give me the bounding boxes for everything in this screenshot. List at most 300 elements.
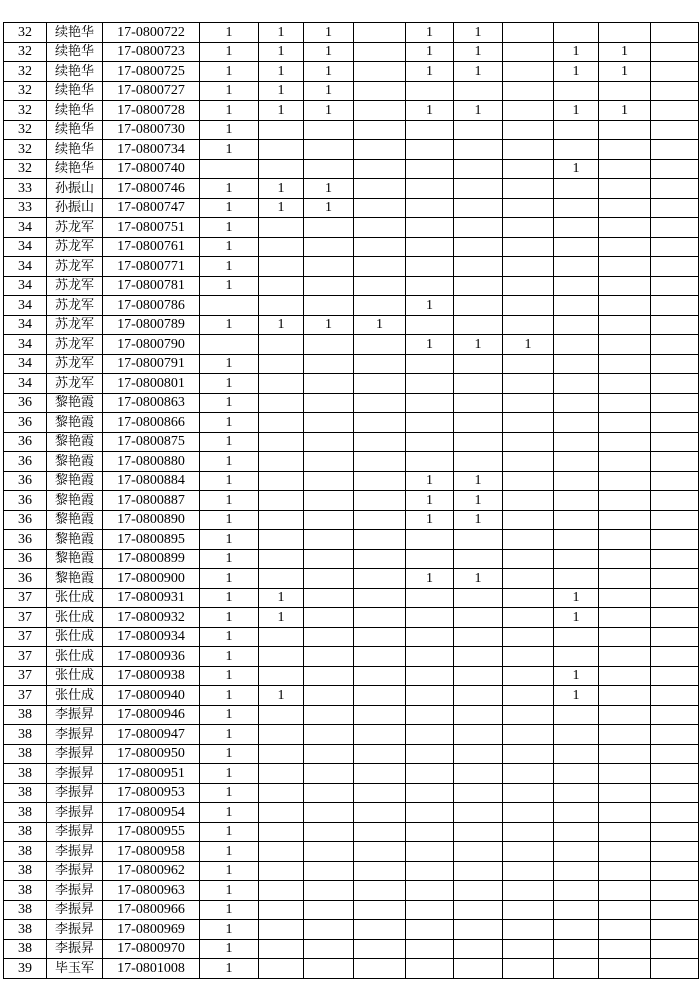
name-cell: 续艳华 bbox=[47, 101, 103, 121]
mark-cell-7 bbox=[503, 42, 554, 62]
mark-cell-6 bbox=[454, 764, 503, 784]
name-cell: 李振昇 bbox=[47, 900, 103, 920]
mark-cell-5 bbox=[406, 588, 454, 608]
mark-cell-9 bbox=[599, 237, 651, 257]
code-cell: 17-0800727 bbox=[103, 81, 200, 101]
group-id-cell: 38 bbox=[4, 764, 47, 784]
name-cell: 张仕成 bbox=[47, 608, 103, 628]
empty-cell bbox=[651, 452, 699, 472]
mark-cell-2 bbox=[259, 783, 304, 803]
mark-cell-2 bbox=[259, 257, 304, 277]
mark-cell-8 bbox=[554, 881, 599, 901]
mark-cell-1: 1 bbox=[200, 432, 259, 452]
mark-cell-9 bbox=[599, 198, 651, 218]
mark-cell-5 bbox=[406, 159, 454, 179]
group-id-cell: 34 bbox=[4, 218, 47, 238]
mark-cell-1: 1 bbox=[200, 179, 259, 199]
mark-cell-6: 1 bbox=[454, 471, 503, 491]
mark-cell-7 bbox=[503, 588, 554, 608]
code-cell: 17-0800938 bbox=[103, 666, 200, 686]
code-cell: 17-0800966 bbox=[103, 900, 200, 920]
mark-cell-9 bbox=[599, 744, 651, 764]
code-cell: 17-0800751 bbox=[103, 218, 200, 238]
empty-cell bbox=[651, 81, 699, 101]
code-cell: 17-0800875 bbox=[103, 432, 200, 452]
mark-cell-6: 1 bbox=[454, 491, 503, 511]
mark-cell-5: 1 bbox=[406, 296, 454, 316]
mark-cell-5: 1 bbox=[406, 569, 454, 589]
empty-cell bbox=[651, 588, 699, 608]
mark-cell-7 bbox=[503, 530, 554, 550]
mark-cell-1: 1 bbox=[200, 744, 259, 764]
group-id-cell: 36 bbox=[4, 530, 47, 550]
mark-cell-8 bbox=[554, 471, 599, 491]
mark-cell-4 bbox=[354, 783, 406, 803]
table-row bbox=[4, 335, 699, 355]
name-cell: 续艳华 bbox=[47, 62, 103, 82]
table-row bbox=[4, 627, 699, 647]
code-cell: 17-0800932 bbox=[103, 608, 200, 628]
mark-cell-8 bbox=[554, 744, 599, 764]
mark-cell-1: 1 bbox=[200, 939, 259, 959]
mark-cell-1: 1 bbox=[200, 257, 259, 277]
mark-cell-8: 1 bbox=[554, 608, 599, 628]
mark-cell-7 bbox=[503, 471, 554, 491]
mark-cell-5 bbox=[406, 179, 454, 199]
mark-cell-3 bbox=[304, 764, 354, 784]
mark-cell-3 bbox=[304, 822, 354, 842]
mark-cell-6: 1 bbox=[454, 510, 503, 530]
mark-cell-9 bbox=[599, 939, 651, 959]
name-cell: 李振昇 bbox=[47, 939, 103, 959]
mark-cell-7 bbox=[503, 627, 554, 647]
name-cell: 张仕成 bbox=[47, 686, 103, 706]
mark-cell-7 bbox=[503, 296, 554, 316]
mark-cell-8 bbox=[554, 354, 599, 374]
mark-cell-1: 1 bbox=[200, 393, 259, 413]
code-cell: 17-0800734 bbox=[103, 140, 200, 160]
name-cell: 苏龙军 bbox=[47, 237, 103, 257]
mark-cell-3 bbox=[304, 413, 354, 433]
mark-cell-1 bbox=[200, 335, 259, 355]
mark-cell-2 bbox=[259, 276, 304, 296]
mark-cell-6 bbox=[454, 530, 503, 550]
mark-cell-5: 1 bbox=[406, 62, 454, 82]
table-row bbox=[4, 257, 699, 277]
table-row bbox=[4, 588, 699, 608]
mark-cell-2: 1 bbox=[259, 198, 304, 218]
mark-cell-2 bbox=[259, 120, 304, 140]
name-cell: 张仕成 bbox=[47, 666, 103, 686]
mark-cell-7 bbox=[503, 452, 554, 472]
empty-cell bbox=[651, 491, 699, 511]
mark-cell-8 bbox=[554, 179, 599, 199]
code-cell: 17-0800895 bbox=[103, 530, 200, 550]
mark-cell-9 bbox=[599, 296, 651, 316]
mark-cell-2 bbox=[259, 861, 304, 881]
mark-cell-1: 1 bbox=[200, 686, 259, 706]
mark-cell-4 bbox=[354, 198, 406, 218]
mark-cell-5 bbox=[406, 413, 454, 433]
mark-cell-8 bbox=[554, 900, 599, 920]
mark-cell-3: 1 bbox=[304, 179, 354, 199]
mark-cell-6 bbox=[454, 549, 503, 569]
mark-cell-8 bbox=[554, 276, 599, 296]
mark-cell-5 bbox=[406, 666, 454, 686]
mark-cell-6 bbox=[454, 647, 503, 667]
code-cell: 17-0800931 bbox=[103, 588, 200, 608]
name-cell: 李振昇 bbox=[47, 744, 103, 764]
mark-cell-5: 1 bbox=[406, 471, 454, 491]
mark-cell-1: 1 bbox=[200, 140, 259, 160]
mark-cell-1: 1 bbox=[200, 608, 259, 628]
mark-cell-9 bbox=[599, 140, 651, 160]
table-row bbox=[4, 569, 699, 589]
table-row bbox=[4, 315, 699, 335]
mark-cell-1: 1 bbox=[200, 471, 259, 491]
empty-cell bbox=[651, 218, 699, 238]
mark-cell-2 bbox=[259, 296, 304, 316]
empty-cell bbox=[651, 725, 699, 745]
mark-cell-6 bbox=[454, 315, 503, 335]
mark-cell-5 bbox=[406, 140, 454, 160]
table-row bbox=[4, 413, 699, 433]
mark-cell-1: 1 bbox=[200, 198, 259, 218]
mark-cell-2: 1 bbox=[259, 608, 304, 628]
code-cell: 17-0800900 bbox=[103, 569, 200, 589]
table-row bbox=[4, 374, 699, 394]
mark-cell-4 bbox=[354, 861, 406, 881]
mark-cell-3 bbox=[304, 237, 354, 257]
empty-cell bbox=[651, 783, 699, 803]
mark-cell-2 bbox=[259, 959, 304, 979]
mark-cell-9 bbox=[599, 432, 651, 452]
mark-cell-5 bbox=[406, 959, 454, 979]
mark-cell-1: 1 bbox=[200, 218, 259, 238]
name-cell: 续艳华 bbox=[47, 81, 103, 101]
empty-cell bbox=[651, 432, 699, 452]
mark-cell-3 bbox=[304, 647, 354, 667]
name-cell: 苏龙军 bbox=[47, 315, 103, 335]
mark-cell-5 bbox=[406, 432, 454, 452]
mark-cell-2: 1 bbox=[259, 81, 304, 101]
mark-cell-4 bbox=[354, 471, 406, 491]
mark-cell-6 bbox=[454, 588, 503, 608]
mark-cell-3 bbox=[304, 705, 354, 725]
mark-cell-3 bbox=[304, 900, 354, 920]
table-row bbox=[4, 783, 699, 803]
mark-cell-6 bbox=[454, 452, 503, 472]
group-id-cell: 34 bbox=[4, 237, 47, 257]
code-cell: 17-0800940 bbox=[103, 686, 200, 706]
mark-cell-4 bbox=[354, 900, 406, 920]
mark-cell-4 bbox=[354, 549, 406, 569]
mark-cell-5 bbox=[406, 939, 454, 959]
mark-cell-3 bbox=[304, 296, 354, 316]
mark-cell-6: 1 bbox=[454, 569, 503, 589]
mark-cell-6 bbox=[454, 432, 503, 452]
table-row bbox=[4, 276, 699, 296]
mark-cell-7 bbox=[503, 666, 554, 686]
table-row bbox=[4, 179, 699, 199]
mark-cell-5 bbox=[406, 744, 454, 764]
name-cell: 孙振山 bbox=[47, 198, 103, 218]
mark-cell-7 bbox=[503, 861, 554, 881]
empty-cell bbox=[651, 842, 699, 862]
table-row bbox=[4, 452, 699, 472]
mark-cell-2 bbox=[259, 900, 304, 920]
table-row bbox=[4, 237, 699, 257]
mark-cell-1: 1 bbox=[200, 588, 259, 608]
mark-cell-1: 1 bbox=[200, 510, 259, 530]
code-cell: 17-0800890 bbox=[103, 510, 200, 530]
mark-cell-1: 1 bbox=[200, 783, 259, 803]
mark-cell-6 bbox=[454, 276, 503, 296]
group-id-cell: 38 bbox=[4, 881, 47, 901]
table-row bbox=[4, 81, 699, 101]
code-cell: 17-0800947 bbox=[103, 725, 200, 745]
mark-cell-4 bbox=[354, 140, 406, 160]
mark-cell-7 bbox=[503, 257, 554, 277]
mark-cell-4 bbox=[354, 764, 406, 784]
table-row bbox=[4, 705, 699, 725]
name-cell: 黎艳霞 bbox=[47, 549, 103, 569]
mark-cell-5: 1 bbox=[406, 335, 454, 355]
mark-cell-1: 1 bbox=[200, 959, 259, 979]
code-cell: 17-0800884 bbox=[103, 471, 200, 491]
mark-cell-2: 1 bbox=[259, 62, 304, 82]
mark-cell-2 bbox=[259, 842, 304, 862]
group-id-cell: 38 bbox=[4, 920, 47, 940]
empty-cell bbox=[651, 744, 699, 764]
mark-cell-5 bbox=[406, 257, 454, 277]
mark-cell-3 bbox=[304, 276, 354, 296]
empty-cell bbox=[651, 276, 699, 296]
mark-cell-9 bbox=[599, 159, 651, 179]
code-cell: 17-0800936 bbox=[103, 647, 200, 667]
mark-cell-3: 1 bbox=[304, 315, 354, 335]
group-id-cell: 38 bbox=[4, 725, 47, 745]
group-id-cell: 34 bbox=[4, 257, 47, 277]
mark-cell-4 bbox=[354, 101, 406, 121]
name-cell: 黎艳霞 bbox=[47, 413, 103, 433]
table-row bbox=[4, 881, 699, 901]
mark-cell-6 bbox=[454, 374, 503, 394]
code-cell: 17-0800970 bbox=[103, 939, 200, 959]
mark-cell-8 bbox=[554, 764, 599, 784]
code-cell: 17-0800969 bbox=[103, 920, 200, 940]
mark-cell-9 bbox=[599, 588, 651, 608]
name-cell: 李振昇 bbox=[47, 764, 103, 784]
mark-cell-9 bbox=[599, 218, 651, 238]
name-cell: 续艳华 bbox=[47, 120, 103, 140]
mark-cell-1: 1 bbox=[200, 276, 259, 296]
empty-cell bbox=[651, 393, 699, 413]
mark-cell-2 bbox=[259, 510, 304, 530]
empty-cell bbox=[651, 510, 699, 530]
mark-cell-8 bbox=[554, 725, 599, 745]
table-row bbox=[4, 900, 699, 920]
empty-cell bbox=[651, 900, 699, 920]
mark-cell-1: 1 bbox=[200, 452, 259, 472]
empty-cell bbox=[651, 666, 699, 686]
mark-cell-8: 1 bbox=[554, 666, 599, 686]
group-id-cell: 36 bbox=[4, 393, 47, 413]
mark-cell-9 bbox=[599, 471, 651, 491]
name-cell: 张仕成 bbox=[47, 588, 103, 608]
mark-cell-9 bbox=[599, 920, 651, 940]
mark-cell-2 bbox=[259, 393, 304, 413]
table-row bbox=[4, 666, 699, 686]
mark-cell-8 bbox=[554, 627, 599, 647]
mark-cell-8 bbox=[554, 452, 599, 472]
empty-cell bbox=[651, 569, 699, 589]
mark-cell-5 bbox=[406, 686, 454, 706]
mark-cell-2: 1 bbox=[259, 23, 304, 43]
mark-cell-9 bbox=[599, 725, 651, 745]
mark-cell-2 bbox=[259, 413, 304, 433]
mark-cell-9 bbox=[599, 276, 651, 296]
mark-cell-2 bbox=[259, 335, 304, 355]
group-id-cell: 32 bbox=[4, 140, 47, 160]
group-id-cell: 37 bbox=[4, 666, 47, 686]
mark-cell-5 bbox=[406, 120, 454, 140]
mark-cell-7 bbox=[503, 491, 554, 511]
code-cell: 17-0800747 bbox=[103, 198, 200, 218]
mark-cell-6 bbox=[454, 900, 503, 920]
mark-cell-1: 1 bbox=[200, 549, 259, 569]
table-row bbox=[4, 549, 699, 569]
mark-cell-4 bbox=[354, 296, 406, 316]
mark-cell-8: 1 bbox=[554, 159, 599, 179]
name-cell: 苏龙军 bbox=[47, 276, 103, 296]
name-cell: 黎艳霞 bbox=[47, 432, 103, 452]
mark-cell-6 bbox=[454, 881, 503, 901]
group-id-cell: 32 bbox=[4, 81, 47, 101]
group-id-cell: 39 bbox=[4, 959, 47, 979]
mark-cell-1: 1 bbox=[200, 413, 259, 433]
mark-cell-6 bbox=[454, 666, 503, 686]
mark-cell-2 bbox=[259, 569, 304, 589]
mark-cell-5: 1 bbox=[406, 42, 454, 62]
mark-cell-3 bbox=[304, 588, 354, 608]
mark-cell-3 bbox=[304, 744, 354, 764]
group-id-cell: 32 bbox=[4, 120, 47, 140]
mark-cell-4 bbox=[354, 42, 406, 62]
mark-cell-5 bbox=[406, 920, 454, 940]
mark-cell-1: 1 bbox=[200, 569, 259, 589]
mark-cell-9 bbox=[599, 842, 651, 862]
name-cell: 李振昇 bbox=[47, 920, 103, 940]
mark-cell-2: 1 bbox=[259, 101, 304, 121]
mark-cell-5 bbox=[406, 647, 454, 667]
mark-cell-6 bbox=[454, 413, 503, 433]
mark-cell-6 bbox=[454, 842, 503, 862]
empty-cell bbox=[651, 822, 699, 842]
mark-cell-2 bbox=[259, 140, 304, 160]
mark-cell-3 bbox=[304, 120, 354, 140]
mark-cell-5 bbox=[406, 549, 454, 569]
group-id-cell: 36 bbox=[4, 491, 47, 511]
mark-cell-3 bbox=[304, 959, 354, 979]
table-row bbox=[4, 842, 699, 862]
mark-cell-2 bbox=[259, 471, 304, 491]
empty-cell bbox=[651, 861, 699, 881]
group-id-cell: 33 bbox=[4, 179, 47, 199]
mark-cell-6 bbox=[454, 725, 503, 745]
table-row bbox=[4, 920, 699, 940]
name-cell: 黎艳霞 bbox=[47, 510, 103, 530]
mark-cell-7 bbox=[503, 881, 554, 901]
mark-cell-1: 1 bbox=[200, 354, 259, 374]
table-row bbox=[4, 23, 699, 43]
name-cell: 李振昇 bbox=[47, 783, 103, 803]
mark-cell-7 bbox=[503, 413, 554, 433]
name-cell: 李振昇 bbox=[47, 725, 103, 745]
mark-cell-4: 1 bbox=[354, 315, 406, 335]
mark-cell-2 bbox=[259, 705, 304, 725]
mark-cell-7 bbox=[503, 920, 554, 940]
mark-cell-5 bbox=[406, 725, 454, 745]
name-cell: 续艳华 bbox=[47, 140, 103, 160]
mark-cell-9 bbox=[599, 647, 651, 667]
mark-cell-9 bbox=[599, 413, 651, 433]
group-id-cell: 34 bbox=[4, 276, 47, 296]
mark-cell-2 bbox=[259, 725, 304, 745]
mark-cell-3 bbox=[304, 920, 354, 940]
mark-cell-4 bbox=[354, 939, 406, 959]
mark-cell-5 bbox=[406, 198, 454, 218]
empty-cell bbox=[651, 315, 699, 335]
mark-cell-9 bbox=[599, 23, 651, 43]
mark-cell-1: 1 bbox=[200, 647, 259, 667]
group-id-cell: 37 bbox=[4, 608, 47, 628]
mark-cell-7: 1 bbox=[503, 335, 554, 355]
mark-cell-1: 1 bbox=[200, 237, 259, 257]
mark-cell-3 bbox=[304, 842, 354, 862]
mark-cell-1: 1 bbox=[200, 920, 259, 940]
mark-cell-6 bbox=[454, 257, 503, 277]
mark-cell-3 bbox=[304, 530, 354, 550]
table-row bbox=[4, 608, 699, 628]
group-id-cell: 37 bbox=[4, 588, 47, 608]
mark-cell-1: 1 bbox=[200, 315, 259, 335]
mark-cell-9 bbox=[599, 569, 651, 589]
mark-cell-1: 1 bbox=[200, 120, 259, 140]
name-cell: 续艳华 bbox=[47, 42, 103, 62]
mark-cell-9 bbox=[599, 374, 651, 394]
empty-cell bbox=[651, 140, 699, 160]
mark-cell-8: 1 bbox=[554, 42, 599, 62]
mark-cell-2 bbox=[259, 764, 304, 784]
mark-cell-9 bbox=[599, 530, 651, 550]
table-row bbox=[4, 354, 699, 374]
mark-cell-6: 1 bbox=[454, 62, 503, 82]
mark-cell-4 bbox=[354, 803, 406, 823]
mark-cell-8 bbox=[554, 296, 599, 316]
empty-cell bbox=[651, 257, 699, 277]
group-id-cell: 33 bbox=[4, 198, 47, 218]
mark-cell-5 bbox=[406, 705, 454, 725]
mark-cell-4 bbox=[354, 452, 406, 472]
group-id-cell: 38 bbox=[4, 822, 47, 842]
mark-cell-8 bbox=[554, 315, 599, 335]
mark-cell-6 bbox=[454, 120, 503, 140]
mark-cell-8 bbox=[554, 374, 599, 394]
name-cell: 黎艳霞 bbox=[47, 393, 103, 413]
mark-cell-5 bbox=[406, 608, 454, 628]
group-id-cell: 37 bbox=[4, 686, 47, 706]
